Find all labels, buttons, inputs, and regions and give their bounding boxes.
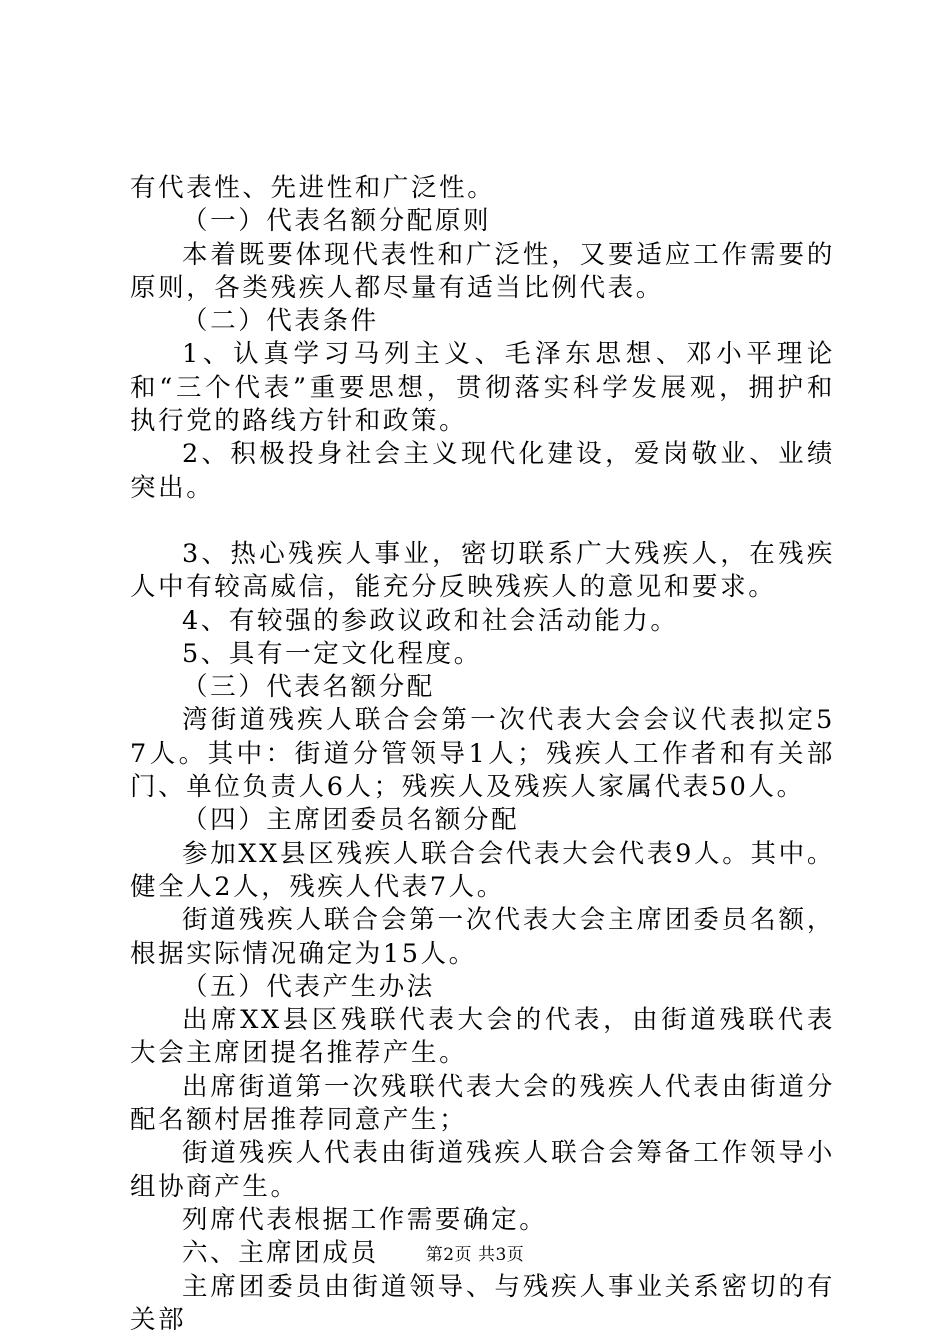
paragraph: 街道残疾人联合会第一次代表大会主席团委员名额，根据实际情况确定为15人。 [130, 905, 835, 969]
paragraph-continuation: 有代表性、先进性和广泛性。 [130, 173, 496, 203]
paragraph: 出席街道第一次残联代表大会的残疾人代表由街道分配名额村居推荐同意产生； [130, 1071, 835, 1136]
section-heading-4: （四）主席团委员名额分配 [182, 805, 520, 836]
paragraph: 列席代表根据工作需要确定。 [182, 1204, 548, 1235]
paragraph: 街道残疾人代表由街道残疾人联合会筹备工作领导小组协商产生。 [130, 1138, 835, 1202]
section-heading-5: （五）代表产生办法 [182, 971, 435, 1002]
page-number-footer: 第2页 共3页 [425, 1245, 525, 1265]
list-item-3: 3、热心残疾人事业，密切联系广大残疾人，在残疾人中有较高威信，能充分反映残疾人的意见和要求。 [130, 538, 835, 603]
paragraph: 主席团委员由街道领导、与残疾人事业关系密切的有关部 [130, 1271, 835, 1335]
section-heading-3: （三）代表名额分配 [182, 672, 435, 703]
paragraph: 湾街道残疾人联合会第一次代表大会会议代表拟定57人。其中：街道分管领导1人；残疾人工作者和有关部门、单位负责人6人；残疾人及残疾人家属代表50人。 [130, 705, 835, 803]
list-item-4: 4、有较强的参政议政和社会活动能力。 [182, 605, 679, 636]
list-item-2: 2、积极投身社会主义现代化建设，爱岗敬业、业绩突出。 [130, 439, 835, 503]
section-heading-1: （一）代表名额分配原则 [182, 206, 492, 237]
list-item-1: 1、认真学习马列主义、毛泽东思想、邓小平理论和“三个代表”重要思想，贯彻落实科学发展观，拥护和执行党的路线方针和政策。 [130, 339, 835, 437]
paragraph: 参加XX县区残疾人联合会代表大会代表9人。其中。健全人2人，残疾人代表7人。 [130, 838, 835, 902]
list-item-5: 5、具有一定文化程度。 [182, 638, 482, 669]
paragraph: 本着既要体现代表性和广泛性，又要适应工作需要的原则，各类残疾人都尽量有适当比例代表。 [130, 239, 835, 303]
section-heading-2: （二）代表条件 [182, 306, 379, 337]
paragraph: 出席XX县区残联代表大会的代表，由街道残联代表大会主席团提名推荐产生。 [130, 1005, 835, 1069]
document-body [130, 172, 835, 1337]
section-heading-6: 六、主席团成员 [182, 1238, 379, 1269]
